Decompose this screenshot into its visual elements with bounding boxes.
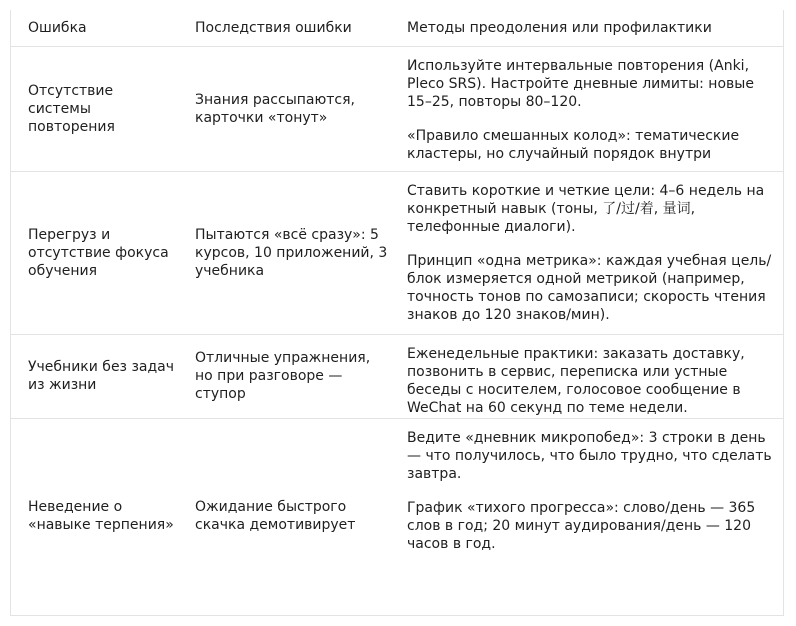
table-row: [11, 46, 783, 171]
table-row: [11, 171, 783, 334]
error-cell: Учебники без задач из жизни: [11, 334, 185, 418]
methods-cell: [397, 418, 783, 614]
error-cell: Отсутствие системы повторения: [11, 46, 185, 171]
consequence-cell: Знания рассыпаются, карточки «тонут»: [185, 46, 397, 171]
method-paragraph: «Правило смешанных колод»: тематические кластеры, но случайный порядок внутри: [407, 127, 740, 162]
method-paragraph: График «тихого прогресса»: слово/день — 365 слов в год; 20 минут аудирования/день — 120 часов в год.: [407, 499, 756, 552]
methods-cell: [397, 171, 783, 334]
table-header-row: [11, 10, 783, 46]
error-cell: Перегруз и отсутствие фокуса обучения: [11, 171, 185, 334]
header-consequence: Последствия ошибки: [185, 10, 397, 46]
consequence-cell: Отличные упражнения, но при разговоре — ступор: [185, 334, 397, 418]
header-methods: Методы преодоления или профилактики: [397, 10, 783, 46]
methods-cell: [397, 334, 783, 418]
method-paragraph: Ведите «дневник микропобед»: 3 строки в день — что получилось, что было трудно, что сделать завтра.: [407, 429, 772, 482]
mistakes-table: [11, 10, 783, 614]
methods-cell: [397, 46, 783, 171]
header-error: Ошибка: [11, 10, 185, 46]
table-row: [11, 334, 783, 418]
mistakes-table-container: [10, 10, 784, 616]
error-cell: Неведение о «навыке терпения»: [28, 499, 174, 534]
method-paragraph: Еженедельные практики: заказать доставку, позвонить в сервис, переписка или устные беседы с носителем, голосовое сообщение в WeChat на 60 секунд по теме недели.: [407, 345, 745, 416]
table-row: [11, 418, 783, 614]
method-paragraph: Ставить короткие и четкие цели: 4–6 недель на конкретный навык (тоны, 了/过/着, 量词, телефонные диалоги).: [407, 182, 765, 235]
consequence-cell: Ожидание быстрого скачка демотивирует: [195, 499, 356, 534]
method-paragraph: Используйте интервальные повторения (Anki, Pleco SRS). Настройте дневные лимиты: новые 15–25, повторы 80–120.: [407, 57, 754, 110]
method-paragraph: Принцип «одна метрика»: каждая учебная цель/блок измеряется одной метрикой (например, точность тонов по самозаписи; скорость чтения знаков до 120 знаков/мин).: [407, 252, 772, 323]
consequence-cell: Пытаются «всё сразу»: 5 курсов, 10 приложений, 3 учебника: [185, 171, 397, 334]
